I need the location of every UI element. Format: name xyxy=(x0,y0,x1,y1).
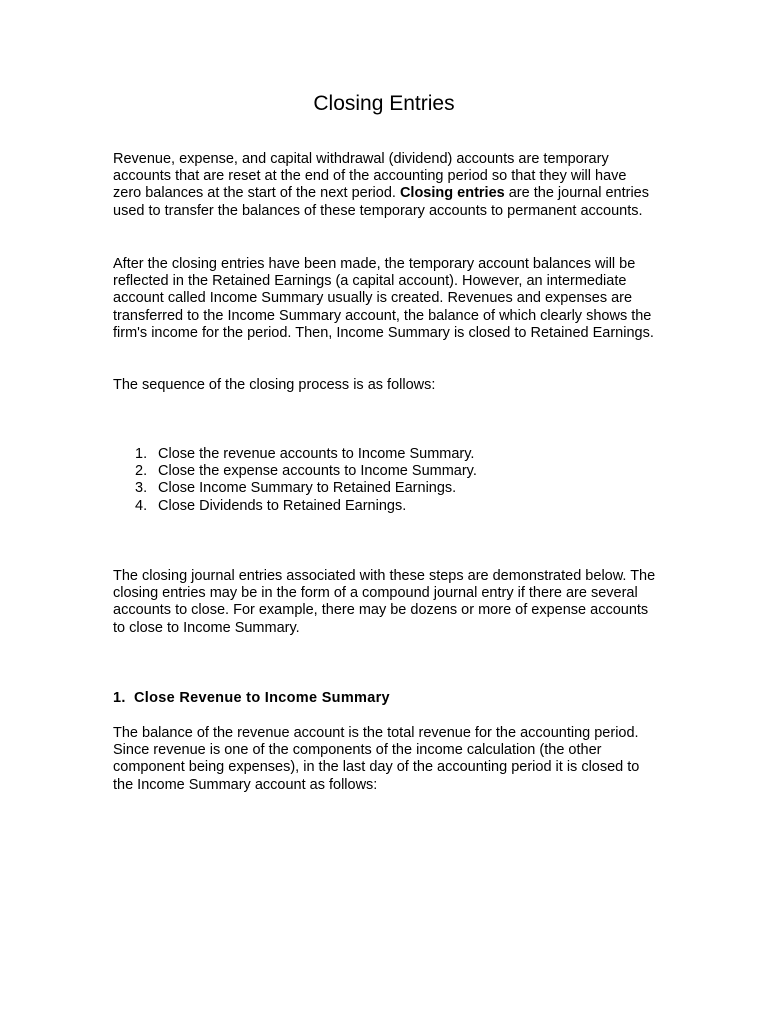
list-item-number: 2. xyxy=(135,463,148,480)
sequence-intro-paragraph: The sequence of the closing process is as follows: xyxy=(113,377,436,393)
intro-text-after: are the journal entries used to transfer the balances of these temporary accounts to permanent accounts. xyxy=(113,185,649,219)
list-item-number: 1. xyxy=(135,446,148,462)
list-item xyxy=(113,480,658,497)
closing-steps-list xyxy=(113,446,658,515)
intro-text-before: Revenue, expense, and capital withdrawal (dividend) accounts are temporary accounts that are reset at the end of the accounting period so that they will have zero balances at the start of the next period. xyxy=(113,151,627,202)
page-title: Closing Entries xyxy=(313,92,455,115)
list-item-text: Close Income Summary to Retained Earnings. xyxy=(158,480,457,497)
section-heading xyxy=(113,690,658,707)
retained-earnings-paragraph: After the closing entries have been made, the temporary account balances will be reflected in the Retained Earnings (a capital account). However, an intermediate account called Income Summary usually is created. Revenues and expenses are transferred to the Income Summary account, the balance of which clearly shows the firm's income for the period. Then, Income Summary is closed to Retained Earnings. xyxy=(113,256,654,341)
section-number: 1. xyxy=(113,690,126,706)
revenue-closing-paragraph: The balance of the revenue account is the total revenue for the accounting period. Since revenue is one of the components of the income calculation (the other component being expenses), in the last day of the accounting period it is closed to the Income Summary account as follows: xyxy=(113,725,640,793)
list-item-text: Close the expense accounts to Income Summary. xyxy=(158,463,477,480)
list-item-number: 4. xyxy=(135,497,148,514)
list-item xyxy=(113,463,658,480)
list-item-number: 3. xyxy=(135,480,148,497)
list-item xyxy=(113,446,658,463)
list-item xyxy=(113,498,658,515)
section-title: Close Revenue to Income Summary xyxy=(134,690,390,706)
list-item-text: Close the revenue accounts to Income Summary. xyxy=(158,446,475,462)
closing-entries-term: Closing entries xyxy=(399,185,505,202)
journal-entries-paragraph: The closing journal entries associated with these steps are demonstrated below. The closing entries may be in the form of a compound journal entry if there are several accounts to close. For example, there may be dozens or more of expense accounts to close to Income Summary. xyxy=(113,568,656,636)
intro-paragraph xyxy=(113,151,658,220)
list-item-text: Close Dividends to Retained Earnings. xyxy=(158,497,407,514)
